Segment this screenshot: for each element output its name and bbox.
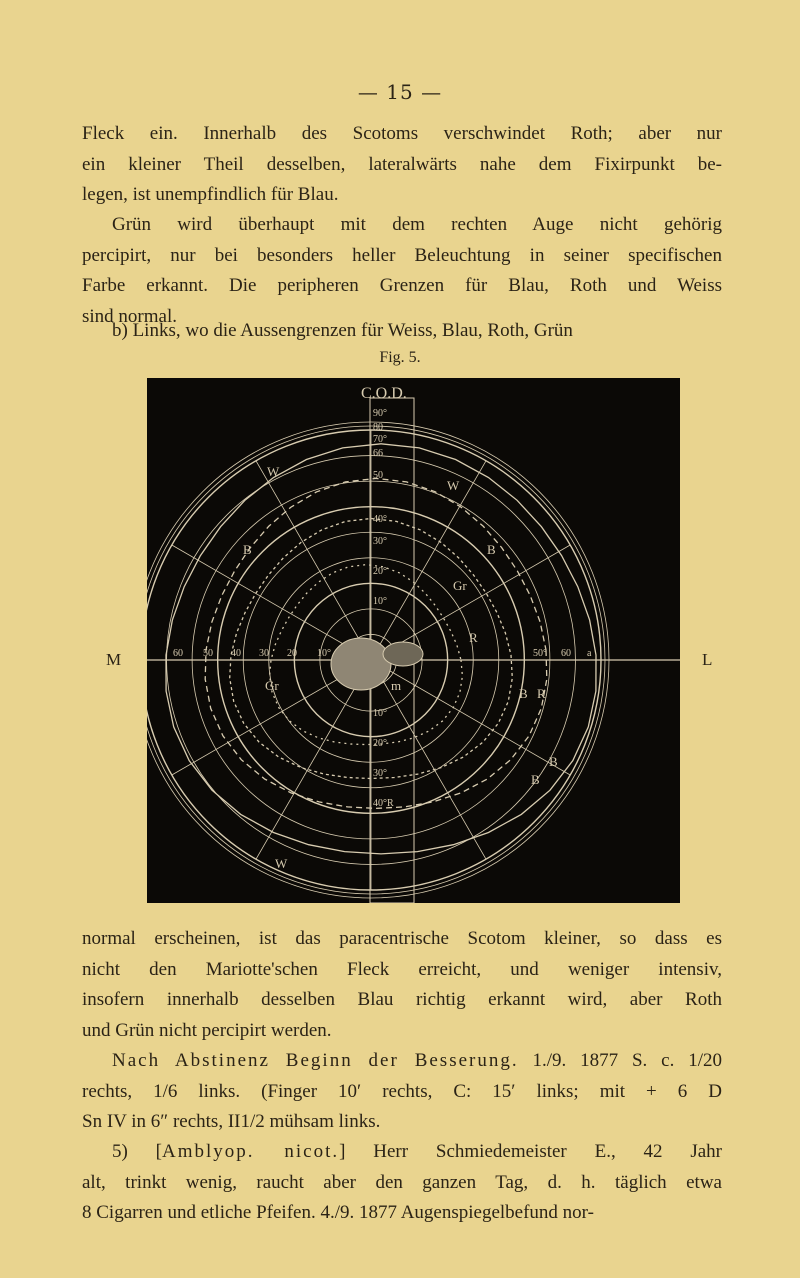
- paragraph-6: [82, 1137, 722, 1229]
- region-letter: B: [243, 542, 252, 557]
- figure-top-label: C.O.D.: [361, 385, 407, 402]
- region-letter: Gr: [265, 678, 279, 693]
- paragraph-5: [82, 1046, 722, 1138]
- blind-spot-region: [383, 642, 423, 666]
- degree-label: 50°: [533, 648, 547, 659]
- degree-label: 60: [173, 648, 183, 659]
- emphasis-text: Nach Abstinenz Beginn der Besserung.: [112, 1050, 519, 1071]
- text-line: 8 Cigarren und etliche Pfeifen. 4./9. 1877 Augenspiegelbefund nor-: [82, 1202, 594, 1223]
- degree-label: a: [587, 648, 592, 659]
- text-line: ein kleiner Theil desselben, lateralwärts nahe dem Fixirpunkt be-: [82, 153, 722, 175]
- medial-label: M: [106, 650, 122, 669]
- degree-label: 30°: [373, 768, 387, 779]
- text-line: und Grün nicht percipirt werden.: [82, 1019, 332, 1041]
- text-line: alt, trinkt wenig, raucht aber den ganzen Tag, d. h. täglich etwa: [82, 1171, 722, 1193]
- region-letter: W: [275, 856, 288, 871]
- paragraph-3: [82, 316, 722, 347]
- degree-label: 20: [287, 648, 297, 659]
- emphasis-text: Amblyop. nicot.: [162, 1141, 340, 1162]
- region-letter: Gr: [453, 578, 467, 593]
- text-line: Sn IV in 6″ rechts, II1/2 mühsam links.: [82, 1111, 381, 1132]
- visual-field-figure: [147, 378, 680, 903]
- region-letter: B: [549, 754, 558, 769]
- region-letter: m: [391, 678, 402, 693]
- paragraph-4: [82, 924, 722, 1046]
- region-letter: W: [267, 464, 280, 479]
- degree-label: 80: [373, 422, 383, 433]
- degree-label: 50: [373, 470, 383, 481]
- text-line: Fleck ein. Innerhalb des Scotoms verschwindet Roth; aber nur: [82, 123, 722, 144]
- degree-label: 40°: [373, 514, 387, 525]
- degree-label: 20°: [373, 566, 387, 577]
- degree-label: 30°: [373, 536, 387, 547]
- paragraph-2: [82, 210, 722, 332]
- degree-label: 66: [373, 448, 383, 459]
- degree-label: 90°: [373, 408, 387, 419]
- degree-label: 10°: [317, 648, 331, 659]
- region-letter: B: [531, 772, 540, 787]
- chart-labels: [173, 385, 592, 871]
- text-line: sind normal.: [82, 305, 177, 327]
- degree-label: 10°: [373, 708, 387, 719]
- text-line: normal erscheinen, ist das paracentrische Scotom kleiner, so dass es: [82, 928, 722, 949]
- degree-label: 40: [231, 648, 241, 659]
- degree-label: 70°: [373, 434, 387, 445]
- region-letter: B: [487, 542, 496, 557]
- region-letter: R: [469, 630, 478, 645]
- text-line: nicht den Mariotte'schen Fleck erreicht, und weniger intensiv,: [82, 958, 722, 980]
- text-line: Grün wird überhaupt mit dem rechten Auge nicht gehörig: [112, 214, 722, 235]
- region-letter: B: [519, 686, 528, 701]
- degree-label: 20°: [373, 738, 387, 749]
- degree-label: 50: [203, 648, 213, 659]
- text-line: b) Links, wo die Aussengrenzen für Weiss, Blau, Roth, Grün: [112, 320, 573, 341]
- lateral-label: L: [702, 650, 713, 669]
- text-line: [82, 1046, 722, 1077]
- degree-label: 30: [259, 648, 269, 659]
- text-segment: ] Herr Schmiedemeister E., 42 Jahr: [339, 1141, 722, 1162]
- region-letter: W: [447, 478, 460, 493]
- degree-label: 10°: [373, 596, 387, 607]
- degree-label: 40°R: [373, 798, 394, 809]
- page-number: — 15 —: [357, 80, 443, 104]
- text-line: percipirt, nur bei besonders heller Beleuchtung in seiner specifischen: [82, 244, 722, 266]
- text-line: rechts, 1/6 links. (Finger 10′ rechts, C: 15′ links; mit + 6 D: [82, 1080, 722, 1102]
- scotoma-region: [331, 638, 391, 690]
- text-line: insofern innerhalb desselben Blau richtig erkannt wird, aber Roth: [82, 989, 722, 1010]
- text-line: Farbe erkannt. Die peripheren Grenzen für Blau, Roth und Weiss: [82, 275, 722, 296]
- perimeter-chart: [147, 378, 680, 903]
- text-segment: 5) [: [112, 1141, 162, 1162]
- paragraph-1: [82, 119, 722, 211]
- text-line: [82, 1137, 722, 1168]
- region-letter: R: [537, 686, 546, 701]
- text-line: legen, ist unempfindlich für Blau.: [82, 184, 339, 205]
- degree-label: 60: [561, 648, 571, 659]
- figure-caption: Fig. 5.: [379, 349, 421, 366]
- text-segment: 1./9. 1877 S. c. 1/20: [518, 1050, 722, 1071]
